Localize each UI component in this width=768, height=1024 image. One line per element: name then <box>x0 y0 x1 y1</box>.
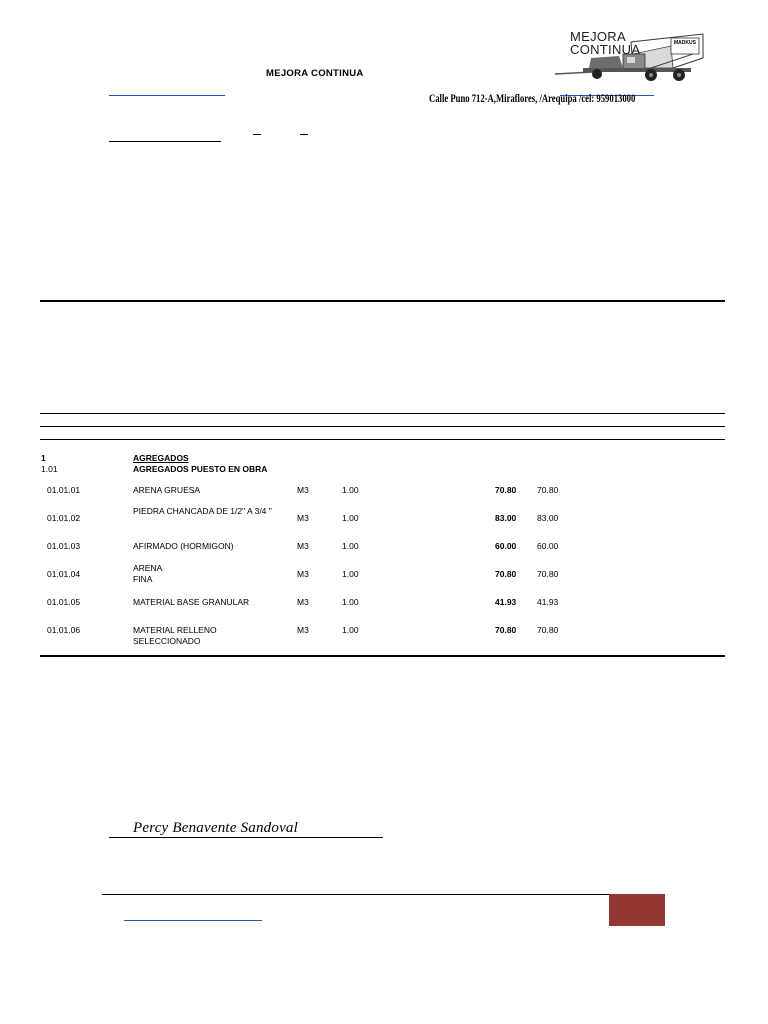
table-bottom-border <box>40 655 725 657</box>
item-total: 41.93 <box>537 597 559 607</box>
item-code: 01.01.01 <box>47 485 81 495</box>
item-unit-price: 70.80 <box>495 569 517 579</box>
item-quantity: 1.00 <box>342 625 359 635</box>
item-total: 70.80 <box>537 485 559 495</box>
address-text: Calle Puno 712-A,Miraflores, /Arequipa /cel: 959013000 <box>429 91 636 105</box>
logo-line1: MEJORA <box>570 29 626 44</box>
item-unit: M3 <box>297 597 309 607</box>
item-description: MATERIAL RELLENO <box>133 625 217 635</box>
item-code: 01.01.06 <box>47 625 81 635</box>
section-divider <box>40 300 725 302</box>
logo-badge: MADKUS <box>674 40 696 46</box>
item-unit-price: 41.93 <box>495 597 517 607</box>
item-total: 70.80 <box>537 569 559 579</box>
item-unit: M3 <box>297 513 309 523</box>
company-title: MEJORA CONTINUA <box>266 68 364 79</box>
item-description: PIEDRA CHANCADA DE 1/2" A 3/4 " <box>133 506 272 516</box>
item-description: MATERIAL BASE GRANULAR <box>133 597 250 607</box>
item-unit: M3 <box>297 625 309 635</box>
item-unit-price: 70.80 <box>495 485 517 495</box>
table-header-line <box>40 439 725 440</box>
item-description-line2: SELECCIONADO <box>133 636 201 646</box>
footer-divider <box>102 894 609 895</box>
item-unit: M3 <box>297 541 309 551</box>
item-code: 01.01.03 <box>47 541 81 551</box>
section-label: AGREGADOS <box>133 453 189 463</box>
dash-mark <box>300 134 308 135</box>
item-quantity: 1.00 <box>342 569 359 579</box>
item-quantity: 1.00 <box>342 597 359 607</box>
item-quantity: 1.00 <box>342 485 359 495</box>
subsection-code: 1.01 <box>41 464 58 474</box>
item-quantity: 1.00 <box>342 513 359 523</box>
logo-line2: CONTINUA <box>570 42 641 57</box>
item-unit: M3 <box>297 485 309 495</box>
item-description: AFIRMADO (HORMIGON) <box>133 541 234 551</box>
company-logo <box>553 24 707 84</box>
section-code: 1 <box>41 453 46 463</box>
item-description-line2: FINA <box>133 574 153 584</box>
item-unit-price: 70.80 <box>495 625 517 635</box>
item-total: 70.80 <box>537 625 559 635</box>
signature-name: Percy Benavente Sandoval <box>133 820 299 836</box>
item-total: 60.00 <box>537 541 559 551</box>
dash-mark <box>253 134 261 135</box>
item-unit-price: 60.00 <box>495 541 517 551</box>
table-header-line <box>40 413 725 414</box>
table-header-line <box>40 426 725 427</box>
item-quantity: 1.00 <box>342 541 359 551</box>
item-description: ARENA <box>133 563 163 573</box>
item-unit: M3 <box>297 569 309 579</box>
item-description: ARENA GRUESA <box>133 485 201 495</box>
item-unit-price: 83.00 <box>495 513 517 523</box>
item-code: 01.01.05 <box>47 597 81 607</box>
subsection-label: AGREGADOS PUESTO EN OBRA <box>133 464 268 474</box>
footer-accent-box <box>609 894 665 926</box>
footer-link-underline[interactable] <box>124 920 262 921</box>
header-link-underline[interactable] <box>109 95 225 96</box>
item-total: 83.00 <box>537 513 559 523</box>
signature-line <box>109 837 383 838</box>
item-code: 01.01.02 <box>47 513 81 523</box>
blank-field-line <box>109 141 221 142</box>
item-code: 01.01.04 <box>47 569 81 579</box>
